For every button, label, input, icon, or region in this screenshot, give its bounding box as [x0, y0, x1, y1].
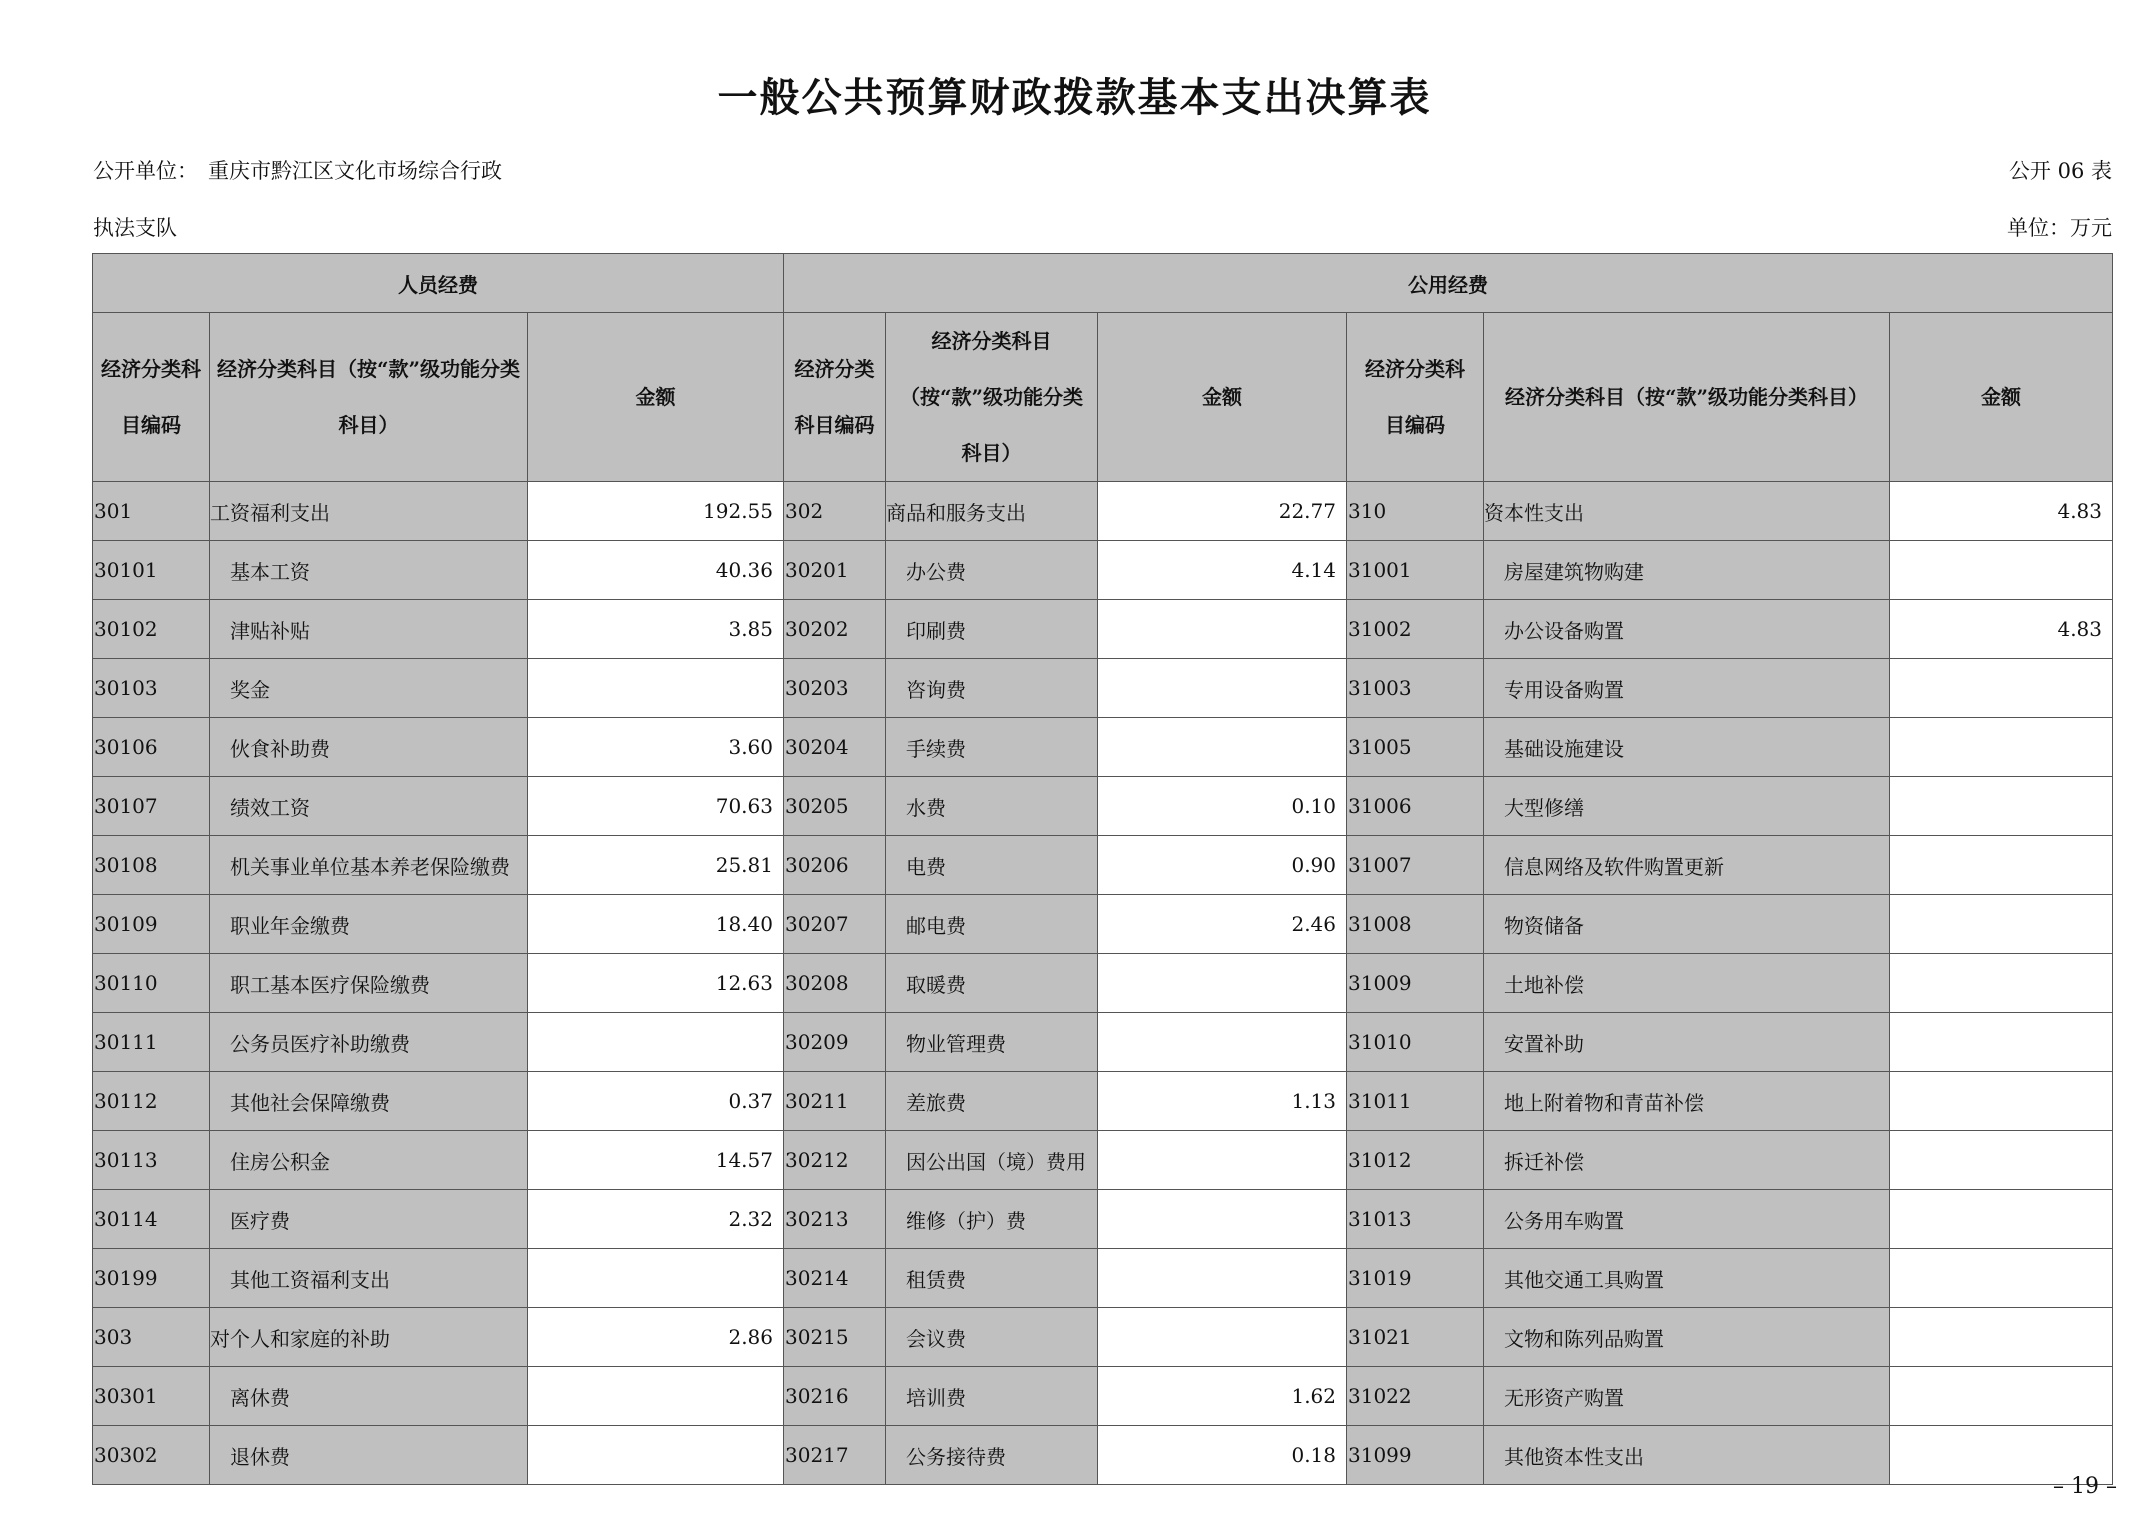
capital-amount-cell	[1890, 954, 2113, 1013]
goods-amount-cell: 1.13	[1098, 1072, 1347, 1131]
header-capital-code: 经济分类科目编码	[1347, 313, 1484, 482]
header-personnel-name: 经济分类科目（按“款”级功能分类科目）	[210, 313, 528, 482]
capital-amount-cell	[1890, 659, 2113, 718]
header-goods-amount: 金额	[1098, 313, 1347, 482]
table-row	[93, 718, 2113, 777]
capital-amount-cell	[1890, 1131, 2113, 1190]
capital-name-cell: 安置补助	[1484, 1013, 1890, 1072]
table-row	[93, 659, 2113, 718]
personnel-amount-cell: 70.63	[528, 777, 784, 836]
personnel-amount-cell	[528, 1013, 784, 1072]
table-row	[93, 1013, 2113, 1072]
personnel-name-cell: 职业年金缴费	[210, 895, 528, 954]
goods-code-cell: 30202	[784, 600, 886, 659]
personnel-amount-cell: 2.86	[528, 1308, 784, 1367]
personnel-name-cell: 公务员医疗补助缴费	[210, 1013, 528, 1072]
goods-amount-cell: 0.18	[1098, 1426, 1347, 1485]
personnel-code-cell: 30199	[93, 1249, 210, 1308]
personnel-name-cell: 医疗费	[210, 1190, 528, 1249]
table-row	[93, 600, 2113, 659]
personnel-code-cell: 30114	[93, 1190, 210, 1249]
personnel-name-cell: 奖金	[210, 659, 528, 718]
capital-amount-cell	[1890, 718, 2113, 777]
capital-code-cell: 31009	[1347, 954, 1484, 1013]
personnel-amount-cell: 14.57	[528, 1131, 784, 1190]
goods-amount-cell: 0.10	[1098, 777, 1347, 836]
capital-name-cell: 专用设备购置	[1484, 659, 1890, 718]
capital-code-cell: 31099	[1347, 1426, 1484, 1485]
goods-amount-cell	[1098, 954, 1347, 1013]
capital-name-cell: 文物和陈列品购置	[1484, 1308, 1890, 1367]
goods-name-cell: 商品和服务支出	[886, 482, 1098, 541]
capital-name-cell: 其他交通工具购置	[1484, 1249, 1890, 1308]
header-personnel-amount: 金额	[528, 313, 784, 482]
capital-amount-cell	[1890, 1249, 2113, 1308]
personnel-name-cell: 机关事业单位基本养老保险缴费	[210, 836, 528, 895]
personnel-name-cell: 伙食补助费	[210, 718, 528, 777]
goods-amount-cell: 2.46	[1098, 895, 1347, 954]
capital-amount-cell	[1890, 1308, 2113, 1367]
capital-amount-cell: 4.83	[1890, 482, 2113, 541]
capital-code-cell: 31010	[1347, 1013, 1484, 1072]
goods-code-cell: 30204	[784, 718, 886, 777]
personnel-code-cell: 30111	[93, 1013, 210, 1072]
personnel-amount-cell: 0.37	[528, 1072, 784, 1131]
goods-name-cell: 因公出国（境）费用	[886, 1131, 1098, 1190]
goods-code-cell: 30208	[784, 954, 886, 1013]
personnel-name-cell: 退休费	[210, 1426, 528, 1485]
goods-code-cell: 30201	[784, 541, 886, 600]
personnel-code-cell: 30101	[93, 541, 210, 600]
goods-amount-cell: 22.77	[1098, 482, 1347, 541]
goods-name-cell: 电费	[886, 836, 1098, 895]
goods-name-cell: 租赁费	[886, 1249, 1098, 1308]
table-row	[93, 836, 2113, 895]
capital-name-cell: 信息网络及软件购置更新	[1484, 836, 1890, 895]
goods-code-cell: 30213	[784, 1190, 886, 1249]
capital-code-cell: 31003	[1347, 659, 1484, 718]
personnel-amount-cell	[528, 1367, 784, 1426]
unit-line-1	[93, 155, 502, 185]
personnel-code-cell: 30302	[93, 1426, 210, 1485]
capital-code-cell: 31005	[1347, 718, 1484, 777]
header-personnel-code: 经济分类科目编码	[93, 313, 210, 482]
goods-code-cell: 30217	[784, 1426, 886, 1485]
personnel-code-cell: 303	[93, 1308, 210, 1367]
personnel-name-cell: 津贴补贴	[210, 600, 528, 659]
personnel-name-cell: 离休费	[210, 1367, 528, 1426]
table-row	[93, 1367, 2113, 1426]
personnel-code-cell: 30110	[93, 954, 210, 1013]
goods-amount-cell: 0.90	[1098, 836, 1347, 895]
personnel-code-cell: 30301	[93, 1367, 210, 1426]
page-number: – 19 –	[2053, 1474, 2117, 1499]
capital-name-cell: 土地补偿	[1484, 954, 1890, 1013]
personnel-amount-cell: 3.85	[528, 600, 784, 659]
capital-name-cell: 基础设施建设	[1484, 718, 1890, 777]
personnel-amount-cell: 2.32	[528, 1190, 784, 1249]
goods-amount-cell	[1098, 600, 1347, 659]
capital-code-cell: 31019	[1347, 1249, 1484, 1308]
goods-name-cell: 手续费	[886, 718, 1098, 777]
capital-name-cell: 物资储备	[1484, 895, 1890, 954]
header-goods-name: 经济分类科目（按“款”级功能分类科目）	[886, 313, 1098, 482]
goods-amount-cell	[1098, 1131, 1347, 1190]
goods-code-cell: 30205	[784, 777, 886, 836]
personnel-code-cell: 30113	[93, 1131, 210, 1190]
personnel-code-cell: 30103	[93, 659, 210, 718]
capital-amount-cell	[1890, 1190, 2113, 1249]
personnel-amount-cell: 192.55	[528, 482, 784, 541]
personnel-code-cell: 30106	[93, 718, 210, 777]
personnel-name-cell: 其他工资福利支出	[210, 1249, 528, 1308]
goods-name-cell: 办公费	[886, 541, 1098, 600]
table-row	[93, 777, 2113, 836]
capital-amount-cell	[1890, 1013, 2113, 1072]
unit-name-line1: 重庆市黔江区文化市场综合行政	[208, 159, 502, 183]
unit-name-line2: 执法支队	[93, 216, 177, 240]
capital-code-cell: 31002	[1347, 600, 1484, 659]
table-row	[93, 482, 2113, 541]
capital-amount-cell	[1890, 1367, 2113, 1426]
personnel-name-cell: 工资福利支出	[210, 482, 528, 541]
table-row	[93, 895, 2113, 954]
personnel-amount-cell	[528, 1249, 784, 1308]
personnel-amount-cell: 40.36	[528, 541, 784, 600]
goods-code-cell: 30211	[784, 1072, 886, 1131]
table-row	[93, 1190, 2113, 1249]
personnel-amount-cell	[528, 1426, 784, 1485]
capital-name-cell: 地上附着物和青苗补偿	[1484, 1072, 1890, 1131]
goods-code-cell: 30215	[784, 1308, 886, 1367]
goods-name-cell: 培训费	[886, 1367, 1098, 1426]
personnel-name-cell: 职工基本医疗保险缴费	[210, 954, 528, 1013]
goods-code-cell: 30207	[784, 895, 886, 954]
capital-amount-cell	[1890, 777, 2113, 836]
capital-name-cell: 公务用车购置	[1484, 1190, 1890, 1249]
capital-name-cell: 其他资本性支出	[1484, 1426, 1890, 1485]
capital-code-cell: 31011	[1347, 1072, 1484, 1131]
personnel-amount-cell: 18.40	[528, 895, 784, 954]
personnel-name-cell: 基本工资	[210, 541, 528, 600]
capital-code-cell: 31012	[1347, 1131, 1484, 1190]
goods-name-cell: 物业管理费	[886, 1013, 1098, 1072]
capital-amount-cell	[1890, 836, 2113, 895]
header-goods-code: 经济分类科目编码	[784, 313, 886, 482]
personnel-name-cell: 住房公积金	[210, 1131, 528, 1190]
personnel-code-cell: 30112	[93, 1072, 210, 1131]
goods-amount-cell	[1098, 1190, 1347, 1249]
capital-name-cell: 办公设备购置	[1484, 600, 1890, 659]
goods-code-cell: 302	[784, 482, 886, 541]
goods-name-cell: 维修（护）费	[886, 1190, 1098, 1249]
personnel-code-cell: 301	[93, 482, 210, 541]
goods-code-cell: 30206	[784, 836, 886, 895]
capital-name-cell: 拆迁补偿	[1484, 1131, 1890, 1190]
unit-label: 公开单位：	[93, 159, 198, 183]
goods-code-cell: 30214	[784, 1249, 886, 1308]
goods-code-cell: 30209	[784, 1013, 886, 1072]
personnel-amount-cell: 3.60	[528, 718, 784, 777]
personnel-code-cell: 30107	[93, 777, 210, 836]
personnel-amount-cell	[528, 659, 784, 718]
capital-name-cell: 无形资产购置	[1484, 1367, 1890, 1426]
capital-name-cell: 房屋建筑物购建	[1484, 541, 1890, 600]
capital-code-cell: 31007	[1347, 836, 1484, 895]
goods-code-cell: 30203	[784, 659, 886, 718]
goods-name-cell: 差旅费	[886, 1072, 1098, 1131]
goods-amount-cell	[1098, 1308, 1347, 1367]
group-personnel: 人员经费	[93, 254, 784, 313]
header-capital-name: 经济分类科目（按“款”级功能分类科目）	[1484, 313, 1890, 482]
expenditure-table	[92, 253, 2113, 1485]
table-number: 公开 06 表	[2008, 159, 2112, 183]
capital-code-cell: 31006	[1347, 777, 1484, 836]
personnel-code-cell: 30109	[93, 895, 210, 954]
capital-amount-cell	[1890, 895, 2113, 954]
capital-amount-cell	[1890, 541, 2113, 600]
personnel-name-cell: 对个人和家庭的补助	[210, 1308, 528, 1367]
goods-code-cell: 30216	[784, 1367, 886, 1426]
goods-amount-cell	[1098, 718, 1347, 777]
table-row	[93, 1131, 2113, 1190]
personnel-code-cell: 30108	[93, 836, 210, 895]
personnel-amount-cell: 12.63	[528, 954, 784, 1013]
table-row	[93, 954, 2113, 1013]
group-public: 公用经费	[784, 254, 2113, 313]
goods-amount-cell	[1098, 659, 1347, 718]
goods-name-cell: 会议费	[886, 1308, 1098, 1367]
goods-amount-cell	[1098, 1249, 1347, 1308]
capital-code-cell: 31021	[1347, 1308, 1484, 1367]
capital-code-cell: 310	[1347, 482, 1484, 541]
capital-name-cell: 大型修缮	[1484, 777, 1890, 836]
header-capital-amount: 金额	[1890, 313, 2113, 482]
capital-code-cell: 31008	[1347, 895, 1484, 954]
goods-name-cell: 公务接待费	[886, 1426, 1098, 1485]
goods-name-cell: 印刷费	[886, 600, 1098, 659]
capital-code-cell: 31022	[1347, 1367, 1484, 1426]
column-header-row	[93, 313, 2113, 482]
goods-name-cell: 水费	[886, 777, 1098, 836]
capital-name-cell: 资本性支出	[1484, 482, 1890, 541]
table-row	[93, 1308, 2113, 1367]
goods-amount-cell: 4.14	[1098, 541, 1347, 600]
goods-name-cell: 取暖费	[886, 954, 1098, 1013]
goods-name-cell: 咨询费	[886, 659, 1098, 718]
goods-amount-cell: 1.62	[1098, 1367, 1347, 1426]
goods-amount-cell	[1098, 1013, 1347, 1072]
personnel-name-cell: 绩效工资	[210, 777, 528, 836]
currency-unit: 单位：万元	[2007, 216, 2112, 240]
goods-name-cell: 邮电费	[886, 895, 1098, 954]
capital-code-cell: 31001	[1347, 541, 1484, 600]
capital-code-cell: 31013	[1347, 1190, 1484, 1249]
capital-amount-cell	[1890, 1072, 2113, 1131]
personnel-code-cell: 30102	[93, 600, 210, 659]
table-row	[93, 541, 2113, 600]
personnel-name-cell: 其他社会保障缴费	[210, 1072, 528, 1131]
personnel-amount-cell: 25.81	[528, 836, 784, 895]
page-title: 一般公共预算财政拨款基本支出决算表	[717, 74, 1432, 121]
table-row	[93, 1249, 2113, 1308]
capital-amount-cell: 4.83	[1890, 600, 2113, 659]
table-row	[93, 1072, 2113, 1131]
table-row	[93, 1426, 2113, 1485]
goods-code-cell: 30212	[784, 1131, 886, 1190]
